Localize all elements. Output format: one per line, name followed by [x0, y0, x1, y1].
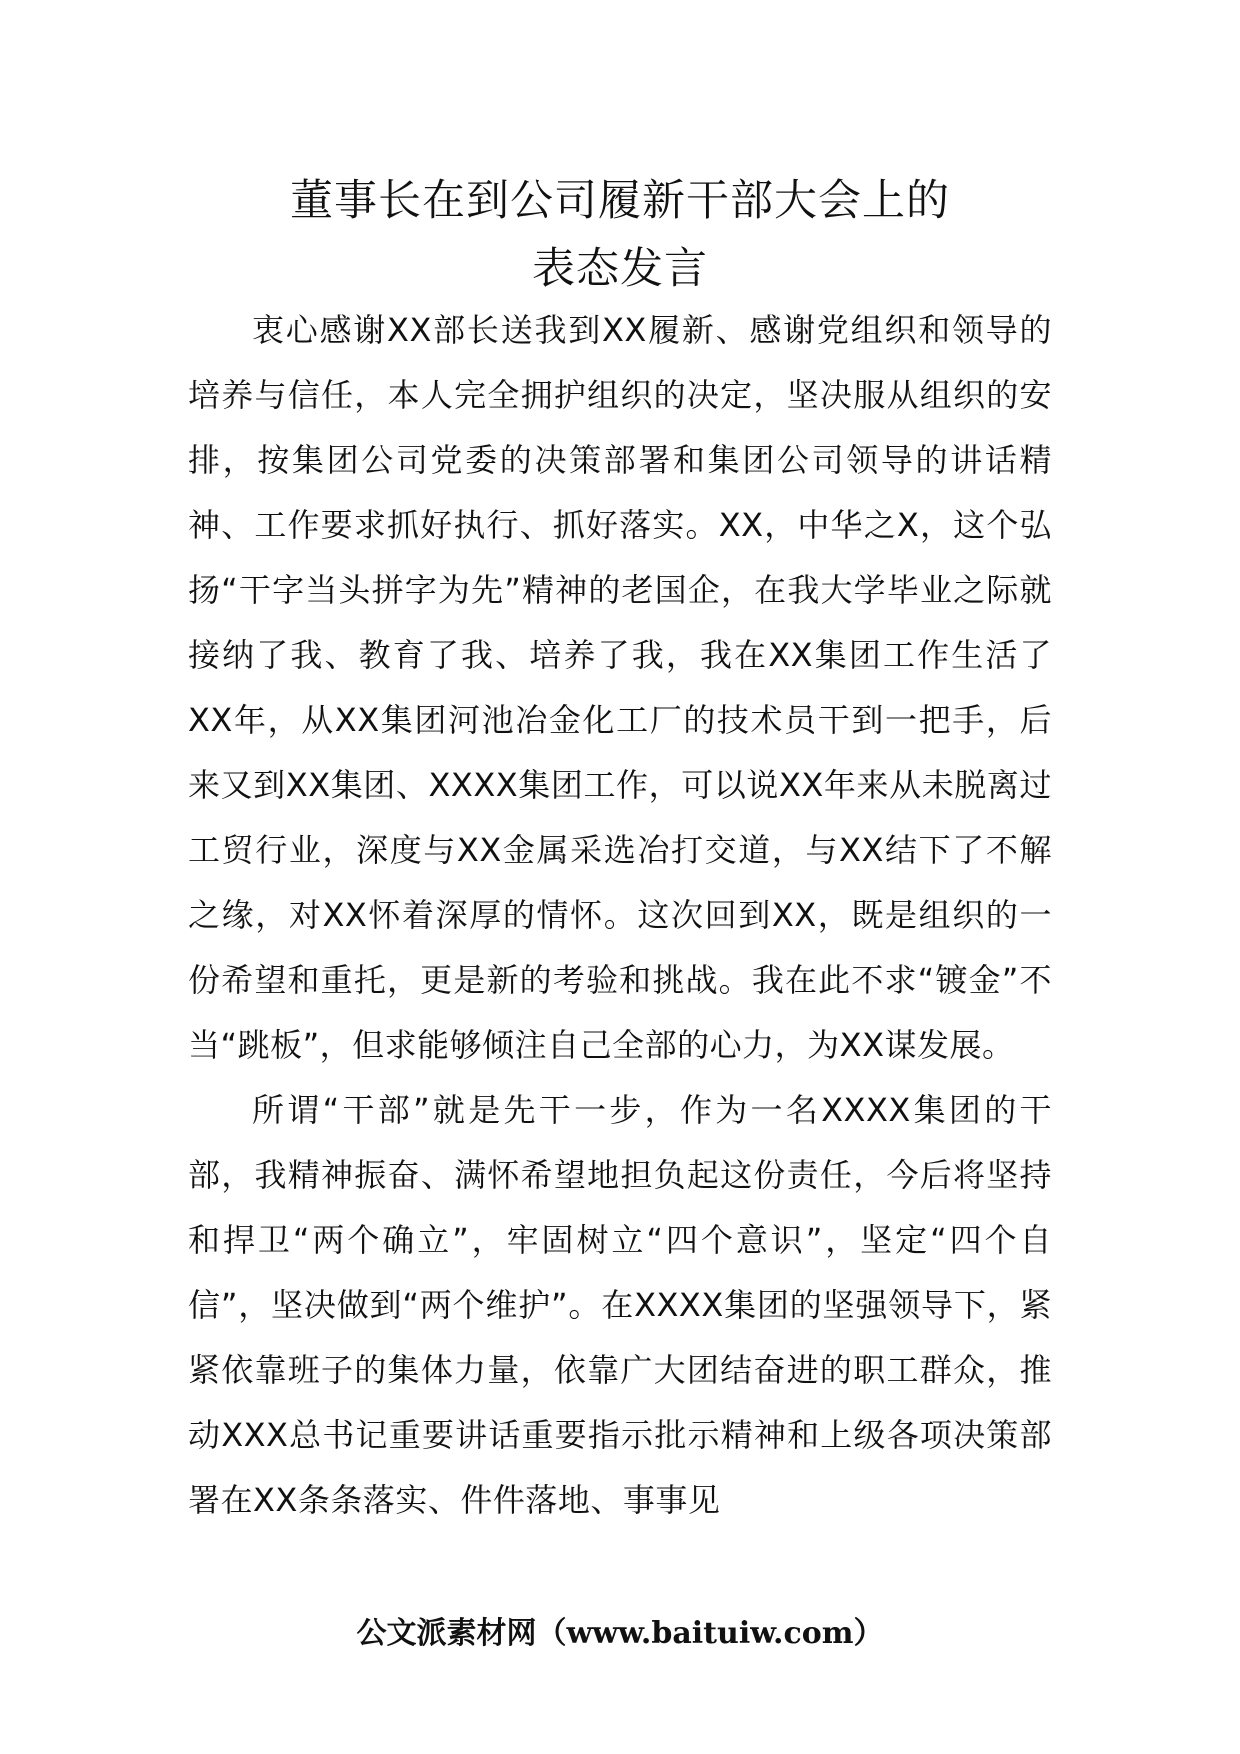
document-body	[188, 298, 1052, 1533]
document-title-line-1: 董事长在到公司履新干部大会上的	[290, 176, 950, 226]
document-title-line-2: 表态发言	[532, 244, 708, 294]
footer-watermark: 公文派素材网（www.baituiw.com）	[356, 1616, 884, 1651]
body-paragraph-2: 所谓“干部”就是先干一步，作为一名XXXX集团的干部，我精神振奋、满怀希望地担负起这份责任，今后将坚持和捍卫“两个确立”，牢固树立“四个意识”，坚定“四个自信”，坚决做到“两个维护”。在XXXX集团的坚强领导下，紧紧依靠班子的集体力量，依靠广大团结奋进的职工群众，推动XXX总书记重要讲话重要指示批示精神和上级各项决策部署在XX条条落实、件件落地、事事见	[188, 1091, 1052, 1519]
body-paragraph-1: 衷心感谢XX部长送我到XX履新、感谢党组织和领导的培养与信任，本人完全拥护组织的决定，坚决服从组织的安排，按集团公司党委的决策部署和集团公司领导的讲话精神、工作要求抓好执行、抓好落实。XX，中华之X，这个弘扬“干字当头拼字为先”精神的老国企，在我大学毕业之际就接纳了我、教育了我、培养了我，我在XX集团工作生活了XX年，从XX集团河池冶金化工厂的技术员干到一把手，后来又到XX集团、XXXX集团工作，可以说XX年来从未脱离过工贸行业，深度与XX金属采选冶打交道，与XX结下了不解之缘，对XX怀着深厚的情怀。这次回到XX，既是组织的一份希望和重托，更是新的考验和挑战。我在此不求“镀金”不当“跳板”，但求能够倾注自己全部的心力，为XX谋发展。	[188, 311, 1052, 1064]
